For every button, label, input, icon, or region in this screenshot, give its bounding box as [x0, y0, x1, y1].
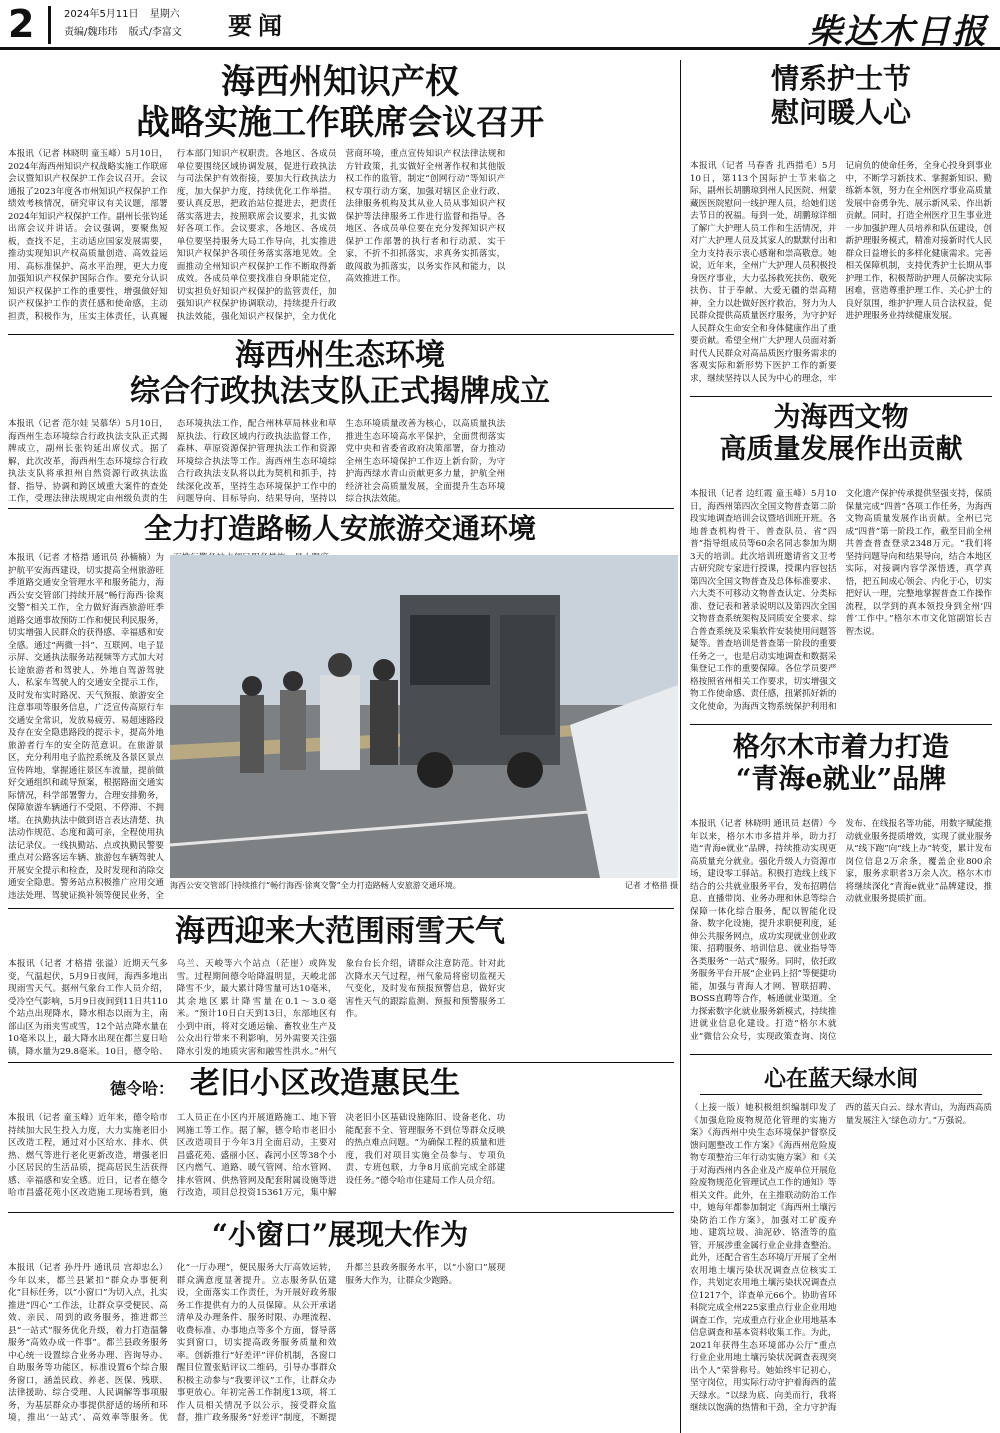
bluesky-headline: 心在蓝天绿水间 [763, 1066, 918, 1092]
jobs-headline-line1: 格尔木市着力打造 [733, 732, 949, 763]
ipr-headline-line1: 海西州知识产权 [221, 62, 459, 102]
column-rule [680, 60, 681, 1433]
article-divider [8, 908, 674, 909]
window-headline: “小窗口”展现大作为 [211, 1218, 469, 1251]
designer: 版式/李富文 [128, 27, 182, 38]
article-divider [690, 396, 992, 397]
jobs-headline [690, 732, 992, 797]
news-photo [170, 555, 678, 878]
eco-headline [60, 338, 620, 410]
snow-body: 本报讯（记者 才格措 张溢）近期天气多变，气温起伏，5月9日夜间，海西多地出现雨雪天气。据州气象台工作人员介绍，受冷空气影响，5月9日夜间到11日共110个站点出现降水，降水相态以雨为主，南部山区为雨夹雪或雪，12个站点降水量在10毫米以上，最大降水出现在都兰夏日哈镇，降水量为29.8毫米。10日，德令哈、乌兰、天峻等六个站点（茫崖）或阵发雪。过程期间德令哈降温明显，天峻北部降雪不少，最大累计降雪量可达10毫米，其余地区累计降雪量在0.1～3.0毫米。“预计10日白天到13日，东部地区有小到中雨，将对交通运输、畜牧业生产及公众出行带来不利影响，另外需要关注强降水引发的地质灾害和融雪性洪水。”州气象台台长介绍，请群众注意防范。针对此次降水天气过程，州气象局将密切监视天气变化，及时发布预报预警信息，做好灾害性天气的跟踪监测、预报和预警服务工作。 [8, 959, 506, 1057]
photo-illustration [170, 555, 678, 878]
oldcommunity-prefix: 德令哈： [110, 1079, 175, 1098]
nurse-headline-line1: 情系护士节 [770, 62, 911, 95]
photo-caption [170, 880, 678, 892]
caption-text: 海西公安交管部门持续推行“畅行海西·徐爽交警”全力打造路畅人安旅游交通环境。 [170, 881, 461, 890]
relic-headline [690, 402, 992, 467]
nurse-body: 本报讯（记者 马春香 扎西措毛）5月10日，第113个国际护士节来临之际，副州长胡鹏琼到州人民医院、州蒙藏医医院慰问一线护理人员，给她们送去节日的祝福。每到一处，胡鹏琼详细了解广大护理人员工作和生活情况，并对广大护理人员及其家人的默默付出和全力支持表示衷心感谢和崇高敬意。她说，近年来，全州广大护理人员积极投身医疗事业，大力弘扬救死扶伤、敬死扶伤、甘于奉献、大爱无疆的崇高精神，全力以赴做好医疗救治，努力为人民群众提供高质量医疗服务，为守护好人民群众生命安全和身体健康作出了重要贡献。希望全州广大护理人员面对新时代人民群众对高品质医疗服务需求的客观实际和新形势下医护工作的新要求，继续坚持以人民为中心的理念，牢记肩负的使命任务，全身心投身到事业中，不断学习新技术、掌握新知识、勤练新本领，努力在全州医疗事业高质量发展中奋勇争先、展示新风采、作出新贡献。同时，打造全州医疗卫生事业进一步加强护理人员培养和队伍建设，创新护理服务模式，精准对接新时代人民群众日益增长的多样化健康需求。完善相关保障机制，支持优秀护士长期从事护理工作，积极帮助护理人员解决实际困难，营造尊重护理工作、关心护士的良好氛围，维护护理人员合法权益，促进护理服务业持续健康发展。 [690, 161, 992, 384]
jobs-body: 本报讯（记者 林晓明 通讯员 赵倩）今年以来，格尔木市多措并举，助力打造“青海e就业”品牌，持续推动实现更高质量充分就业。强化升级人力资源市场，建设零工驿站。积极打造线上线下结合的公共就业服务平台，发布招聘信息、直播带岗、业务办理和休息等综合保障一体化综合服务，配以智能化设备、数字化设施，提升求职便利度，延伸公共服务网点，成功实现就业创业政策、招聘服务、培训信息、就业指导等各类服务“一站式”服务。同时，依托政务服务平台开展“企业码上招”等便捷功能，加强与青海人才网、智联招聘、BOSS直聘等合作，畅通就业渠道。全力探索数字化就业服务新模式，持续推进就业信息化建设。打造“格尔木就业”微信公众号，实现政策查询、岗位发布、在线报名等功能，用数字赋能推动就业服务提质增效，实现了就业服务从“线下跑”向“线上办”转变，累计发布岗位信息2万余条，覆盖企业800余家，服务求职者3万余人次。格尔木市将继续深化“青海e就业”品牌建设，推动就业服务提质扩面。 [690, 819, 992, 1042]
weekday: 星期六 [149, 9, 180, 20]
oldcommunity-headline: 老旧小区改造惠民生 [190, 1066, 460, 1101]
page-number-divider [48, 6, 51, 44]
eco-body: 本报讯（记者 范尔娃 吴慕华）5月10日，海西州生态环境综合行政执法支队正式揭牌成立，副州长张钧延出席仪式。据了解，此次改革，海西州生态环境综合行政执法支队将承担州自然资源行政执法监督、指导、协调和跨区域重大案件的查处工作，受理法律法规规定由州级负责的生态环境执法工作，配合州林草局林业和草原执法、行政区域内行政执法监督工作，森林、草原资源保护管理执法工作和资源环境综合执法等工作。海西州生态环境综合行政执法支队将以此为契机和抓手，持续深化改革，坚持生态环境保护工作中的问题导向、目标导向、结果导向，坚持以生态环境质量改善为核心，以高质量执法推进生态环境高水平保护，全面贯彻落实党中央和省委省政府决策部署，奋力推动全州生态环境保护工作迈上新台阶，为守护海西绿水青山贡献更多力量，护航全州经济社会高质量发展，全面提升生态环境综合执法效能。 [8, 419, 506, 504]
window-body: 本报讯（记者 孙丹丹 通讯员 宫却忠么）今年以来，都兰县紧扣“群众办事便利化”目标任务，以“小窗口”为切入点，扎实推进“四心”工作法，让群众享受便民、高效、亲民、周到的政务服务，推进都兰县“一站式”服务优化升级，着力打造温馨服务“高效办成一件事”。都兰县政务服务中心统一设置综合业务办理、咨询导办、自助服务等功能区，标准设置6个综合服务窗口，涵盖民政、养老、医保、残联、法律援助、综合受理、人民调解等事项服务，为基层群众办事提供舒适的场所和环境，推出‘一站式’、高效率等服务。优化“一厅办理”，便民服务大厅高效运转，群众满意度显著提升。立志服务队伍建设，全面落实工作责任，为开展好政务服务工作提供有力的人员保障。从公开承诺清单及办理条件、服务时限、办理流程、收费标准、办事地点等多个方面，督导落实到窗口，切实提高政务服务质量和效率。创新推行“好差评”评价机制，各窗口醒目位置张贴评议二维码，引导办事群众积极主动参与“我要评议”工作，让群众办事更放心。年初完善工作制度13项，将工作人员相关情况予以公示，接受群众监督，推广政务服务“好差评”制度，不断提升都兰县政务服务水平，以“小窗口”展现服务大作为，让群众少跑路。 [8, 1263, 506, 1423]
editor: 责编/魏玮玮 [64, 27, 118, 38]
paper-logo: 柴达木日报 [808, 12, 988, 52]
ipr-headline [60, 62, 620, 144]
relic-body: 本报讯（记者 边红霞 童玉峰）5月10日，海西州第四次全国文物普查第二阶段实地调查培训会议暨培训班开班。各地普查机构骨干、普查队员、省“四普”指导组成员等60余名同志参加为期3天的培训。此次培训班邀请省文卫考古研究院专家进行授课，授课内容包括第四次全国文物普查及总体标准要求、六大类不可移动文物普查认定、分类标准、登记表和著录说明以及第四次全国文物普查系统架构及同质安全要求、综合普查系统及采集软件安装使用问题答疑等。普查培训是普查第一阶段的重要任务之一，也是启动实地调查和数据采集登记工作的重要保障。各位学员要严格按照省州相关工作要求，切实增强文物工作使命感、责任感，扭紧抓好新的文化使命，为海西文物系统保护利用和文化遗产保护传承提供坚强支持，保质保量完成“四普”各项工作任务，为海西文物高质量发展作出贡献。全州已完成“四普”第一阶段工作，截至目前全州共普查普查登录2348万元。“我们将坚持问题导向和结果导向，结合本地区实际，对接调内容学深悟透，真学真悟，把五间成心领会、内化于心，切实把好认一理，完整地掌握普查工作操作流程，以学到的真本领投身到全州‘四普’工作中。”格尔木市文化馆副馆长吉智杰说。 [690, 489, 992, 712]
ipr-headline-line2: 战略实施工作联席会议召开 [136, 102, 544, 143]
travel-headline: 全力打造路畅人安旅游交通环境 [143, 512, 536, 545]
page-number: 2 [8, 2, 35, 46]
article-divider [690, 724, 992, 725]
issue-date [64, 8, 188, 22]
ipr-body: 本报讯（记者 林晓明 童玉峰）5月10日，2024年海西州知识产权战略实施工作联席会议暨知识产权保护工作会议召开。会议通报了2023年度各市州知识产权保护工作绩效考核情况，研究审议有关议题，部署2024年知识产权保护工作。副州长张钧延出席会议并讲话。会议强调，要聚焦短板，查找不足，主动适应国家发展需要，推动实现知识产权高质量创造、高效益运用、高标准保护、高水平治理，更大力度加强知识产权保护国际合作。要充分认识知识产权保护工作的重要性，增强做好知识产权保护工作的责任感和使命感，主动担责，积极作为，压实主体责任，认真履行本部门知识产权职责。各地区、各成员单位要围绕区域协调发展，促进行政执法与司法保护有效衔接，要加大行政执法力度，加大保护力度，持续优化工作举措。要认真反思，把政治站位提进去，把责任落实落进去，按照联席会议要求，扎实做好各项工作。会议要求，各地区、各成员单位要坚持服务大局工作导向，扎实推进知识产权保护各项任务落实落地见效。全面推动全州知识产权保护工作不断取得新成效。各成员单位要找准自身职能定位，切实担负好知识产权保护的监管责任，加强知识产权保护协调联动，持续提升行政执法效能，强化知识产权保护，全力优化营商环境，重点宣传知识产权法律法规和方针政策，扎实做好全州著作权和其他版权工作的监管，制定“创网行动”等知识产权专项行动方案，加强对辖区企业行政、法律服务机构及其从业人员从事知识产权保护等法律服务工作进行监督和指导。各地区、各成员单位要在充分发挥知识产权保护工作部署的执行者和行动派、实干家，不折不扣抓落实，求真务实抓落实，敢闯敢为抓落实，以务实作风和能力，以高效推进工作。 [8, 149, 506, 322]
article-divider [8, 1062, 674, 1063]
eco-headline-line1: 海西州生态环境 [235, 338, 445, 373]
oldcommunity-body: 本报讯（记者 童玉峰）近年来，德令哈市持续加大民生投入力度，大力实施老旧小区改造工程，通过对小区给水、排水、供热、燃气等进行老化更新改造，增强老旧小区居民的生活品质，提高居民生活获得感、幸福感和安全感。近日，记者在德令哈市昌盛花苑小区改造施工现场看到，施工人员正在小区内开展道路施工、地下管网施工等工作。据了解，德令哈市老旧小区改造项目于今年3月全面启动，主要对昌盛花苑、盛丽小区、森河小区等38个小区内燃气、道路、暖气管网、给水管网、排水管网、供热管网及配套附属设施等进行改造，项目总投资15361万元，集中解决老旧小区基础设施陈旧、设备老化、功能配套不全、管理服务不到位等群众反映的热点难点问题。“为确保工程的质量和进度，我们对项目实施全员参与、专项负责、专班包联，力争8月底前完成全部建设任务。”德令哈市住建局工作人员介绍。 [8, 1113, 506, 1198]
issue-credits [64, 26, 190, 40]
eco-headline-line2: 综合行政执法支队正式揭牌成立 [130, 374, 550, 409]
article-divider [8, 334, 674, 335]
article-divider [8, 508, 674, 509]
photo-credit: 记者 才格措 摄 [624, 881, 678, 890]
nurse-headline-line2: 慰问暖人心 [770, 95, 911, 129]
nurse-headline [690, 62, 992, 129]
masthead [0, 0, 1000, 50]
relic-headline-line2: 高质量发展作出贡献 [719, 434, 963, 466]
relic-headline-line1: 为海西文物 [773, 402, 909, 433]
section-label: 要闻 [228, 11, 288, 40]
snow-headline: 海西迎来大范围雨雪天气 [175, 914, 505, 949]
travel-body: 本报讯（记者 才格措 通讯员 孙楠楠）为护航平安海西建设，切实提高全州旅游旺季道路交通安全管理水平和服务能力，海西公安交管部门持续开展“畅行海西·徐爽交警”相关工作，全力做好海西旅游旺季道路交通事故预防工作和便民利民服务，切实增强人民群众的获得感、幸福感和安全感。通过“两微一抖”、互联网、电子显示屏、交通执法服务站视频等方式加大对长途旅游者和驾驶人、外地自驾游驾驶人、私家车驾驶人的交通安全提示工作，及时发布实时路况、天气预报、旅游安全注意事项等服务信息，广泛宣传高原行车交通安全常识，发放易疲劳、易超速路段及存在安全隐患路段的提示卡，提高外地旅游者行车的安全防范意识。在旅游景区，充分利用电子监控系统及各景区景点宣传阵地，掌握通往景区车流量，提前做好交通组织和疏导预案，根据路面交通实际情况，科学部署警力，合理安排勤务，保障旅游车辆通行不受阻、不停滞、不拥堵。在执勤执法中做到语言表达清楚、执法动作规范、态度和蔼可亲，全程使用执法记录仪。一线执勤站、点或执勤民警要重点对公路客运车辆、旅游包车辆驾驶人开展安全提示和检查，及时发现和消除交通安全隐患。警务站点积极推广应用交通违法处理、驾驶证换补领等便民业务，全 [8, 553, 164, 901]
bluesky-body: （上接一版）她积极组织编制印发了《加强危险废物规范化管理的实施方案》《海西州中央生态环境保护督察反馈问题整改工作方案》《海西州危险废物专项整治三年行动实施方案》和《关于对海西州内各企业及产废单位开展危险废物规范化管理试点工作的通知》等相关文件。此外，在主推联动防治工作中，她每年都参加制定《海西州土壤污染防治工作方案》，加强对工矿废弃地、建筑垃圾、油泥砂、铬渣等的监管，开展涉重金属行业企业排查整治。此外，还配合省生态环境厅开展了全州农用地土壤污染状况调查点位核实工作，共划定农用地土壤污染状况调查点位1217个，详查单元66个。协助省环科院完成全州225家重点行业企业用地调查工作，完成重点行业企业用地基本信息调查和基本资料收集工作。为此，2021年获得生态环境部办公厅“重点行业企业用地土壤污染状况调查表现突出个人”荣誉称号。她始终牢记初心，坚守岗位，用实际行动守护着海西的蓝天绿水。“以绿为底、向美而行，我将继续以饱满的热情和干劲，全力守护海西的蓝天白云、绿水青山，为海西高质量发展注入‘绿色动力’。”万强说。 [690, 1103, 992, 1413]
article-divider [8, 1212, 674, 1213]
date: 2024年5月11日 [64, 9, 139, 20]
headline-underline [700, 1094, 982, 1095]
jobs-headline-line2: “青海e就业”品牌 [735, 764, 947, 796]
article-divider [690, 1054, 992, 1055]
